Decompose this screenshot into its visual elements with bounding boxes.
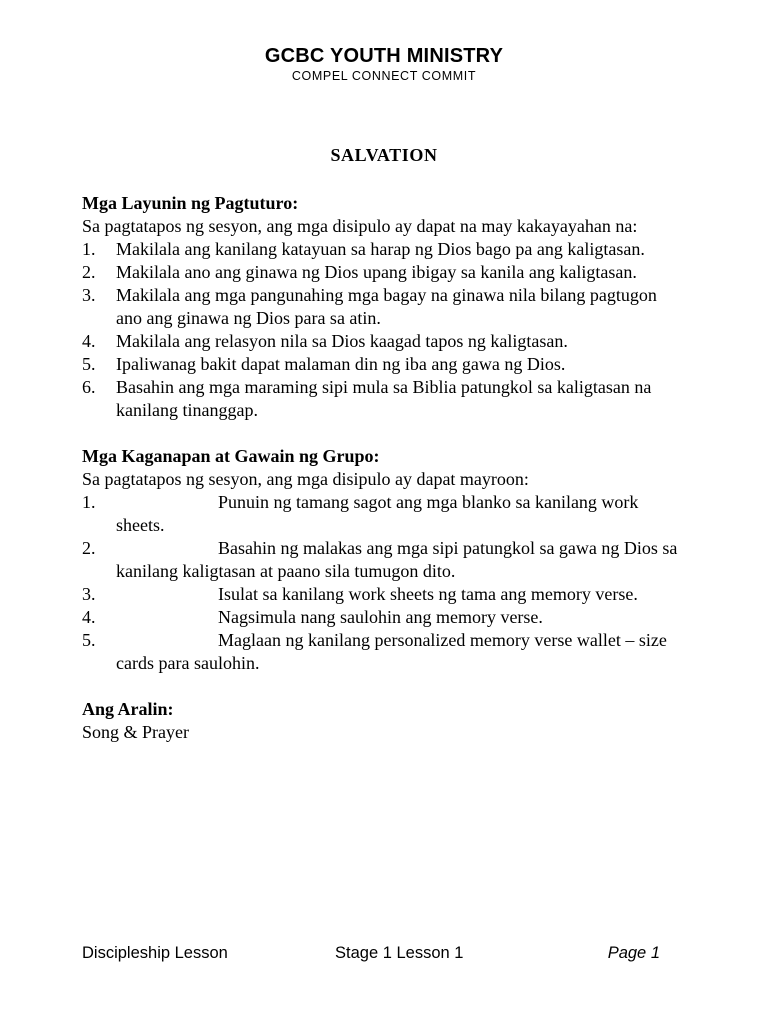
list-item bbox=[82, 606, 682, 629]
list-item bbox=[82, 491, 682, 537]
footer-page-number: Page 1 bbox=[607, 944, 660, 962]
list-item bbox=[82, 376, 682, 422]
footer-series: Discipleship Lesson bbox=[82, 944, 228, 962]
list-item bbox=[82, 284, 682, 330]
activities-heading: Mga Kaganapan at Gawain ng Grupo: bbox=[82, 446, 380, 466]
list-text: Ipaliwanag bakit dapat malaman din ng iba ang gawa ng Dios. bbox=[116, 354, 566, 374]
list-text: Punuin ng tamang sagot ang mga blanko sa kanilang work sheets. bbox=[116, 492, 639, 535]
org-name: GCBC YOUTH MINISTRY bbox=[264, 45, 504, 67]
list-text: Isulat sa kanilang work sheets ng tama ang memory verse. bbox=[218, 584, 638, 604]
objectives-list bbox=[82, 238, 682, 422]
list-text: Makilala ang relasyon nila sa Dios kaagad tapos ng kaligtasan. bbox=[116, 331, 568, 351]
section-spacer bbox=[82, 675, 682, 698]
page-header bbox=[0, 44, 768, 83]
list-text: Nagsimula nang saulohin ang memory verse. bbox=[218, 607, 543, 627]
list-number: 3. bbox=[82, 584, 96, 604]
list-text: Maglaan ng kanilang personalized memory verse wallet – size cards para saulohin. bbox=[116, 630, 667, 673]
lesson-heading: Ang Aralin: bbox=[82, 699, 174, 719]
list-item bbox=[82, 353, 682, 376]
list-text: Makilala ano ang ginawa ng Dios upang ibigay sa kanila ang kaligtasan. bbox=[116, 262, 637, 282]
org-tagline: COMPEL CONNECT COMMIT bbox=[291, 69, 477, 83]
list-text: Basahin ang mga maraming sipi mula sa Biblia patungkol sa kaligtasan na kanilang tinanggap. bbox=[116, 377, 652, 420]
objectives-intro: Sa pagtatapos ng sesyon, ang mga disipulo ay dapat na may kakayayahan na: bbox=[82, 216, 638, 236]
list-item bbox=[82, 238, 682, 261]
activities-list bbox=[82, 491, 682, 675]
page-footer bbox=[82, 942, 662, 964]
list-number: 1. bbox=[82, 239, 96, 259]
list-item bbox=[82, 583, 682, 606]
list-number: 2. bbox=[82, 538, 96, 558]
footer-lesson: Stage 1 Lesson 1 bbox=[335, 944, 464, 962]
list-text: Makilala ang mga pangunahing mga bagay na ginawa nila bilang pagtugon ano ang ginawa ng Dios para sa atin. bbox=[116, 285, 657, 328]
objectives-heading: Mga Layunin ng Pagtuturo: bbox=[82, 193, 299, 213]
section-spacer bbox=[82, 422, 682, 445]
list-text: Basahin ng malakas ang mga sipi patungkol sa gawa ng Dios sa kanilang kaligtasan at paano sila tumugon dito. bbox=[116, 538, 678, 581]
list-item bbox=[82, 330, 682, 353]
lesson-content bbox=[82, 192, 682, 744]
lesson-line: Song & Prayer bbox=[82, 722, 189, 742]
list-number: 6. bbox=[82, 377, 96, 397]
list-number: 4. bbox=[82, 331, 96, 351]
list-item bbox=[82, 629, 682, 675]
list-text: Makilala ang kanilang katayuan sa harap ng Dios bago pa ang kaligtasan. bbox=[116, 239, 645, 259]
list-number: 1. bbox=[82, 492, 96, 512]
list-item bbox=[82, 261, 682, 284]
lesson-title: SALVATION bbox=[330, 145, 438, 165]
list-item bbox=[82, 537, 682, 583]
activities-intro: Sa pagtatapos ng sesyon, ang mga disipulo ay dapat mayroon: bbox=[82, 469, 529, 489]
list-number: 4. bbox=[82, 607, 96, 627]
list-number: 2. bbox=[82, 262, 96, 282]
list-number: 5. bbox=[82, 630, 96, 650]
list-number: 5. bbox=[82, 354, 96, 374]
list-number: 3. bbox=[82, 285, 96, 305]
